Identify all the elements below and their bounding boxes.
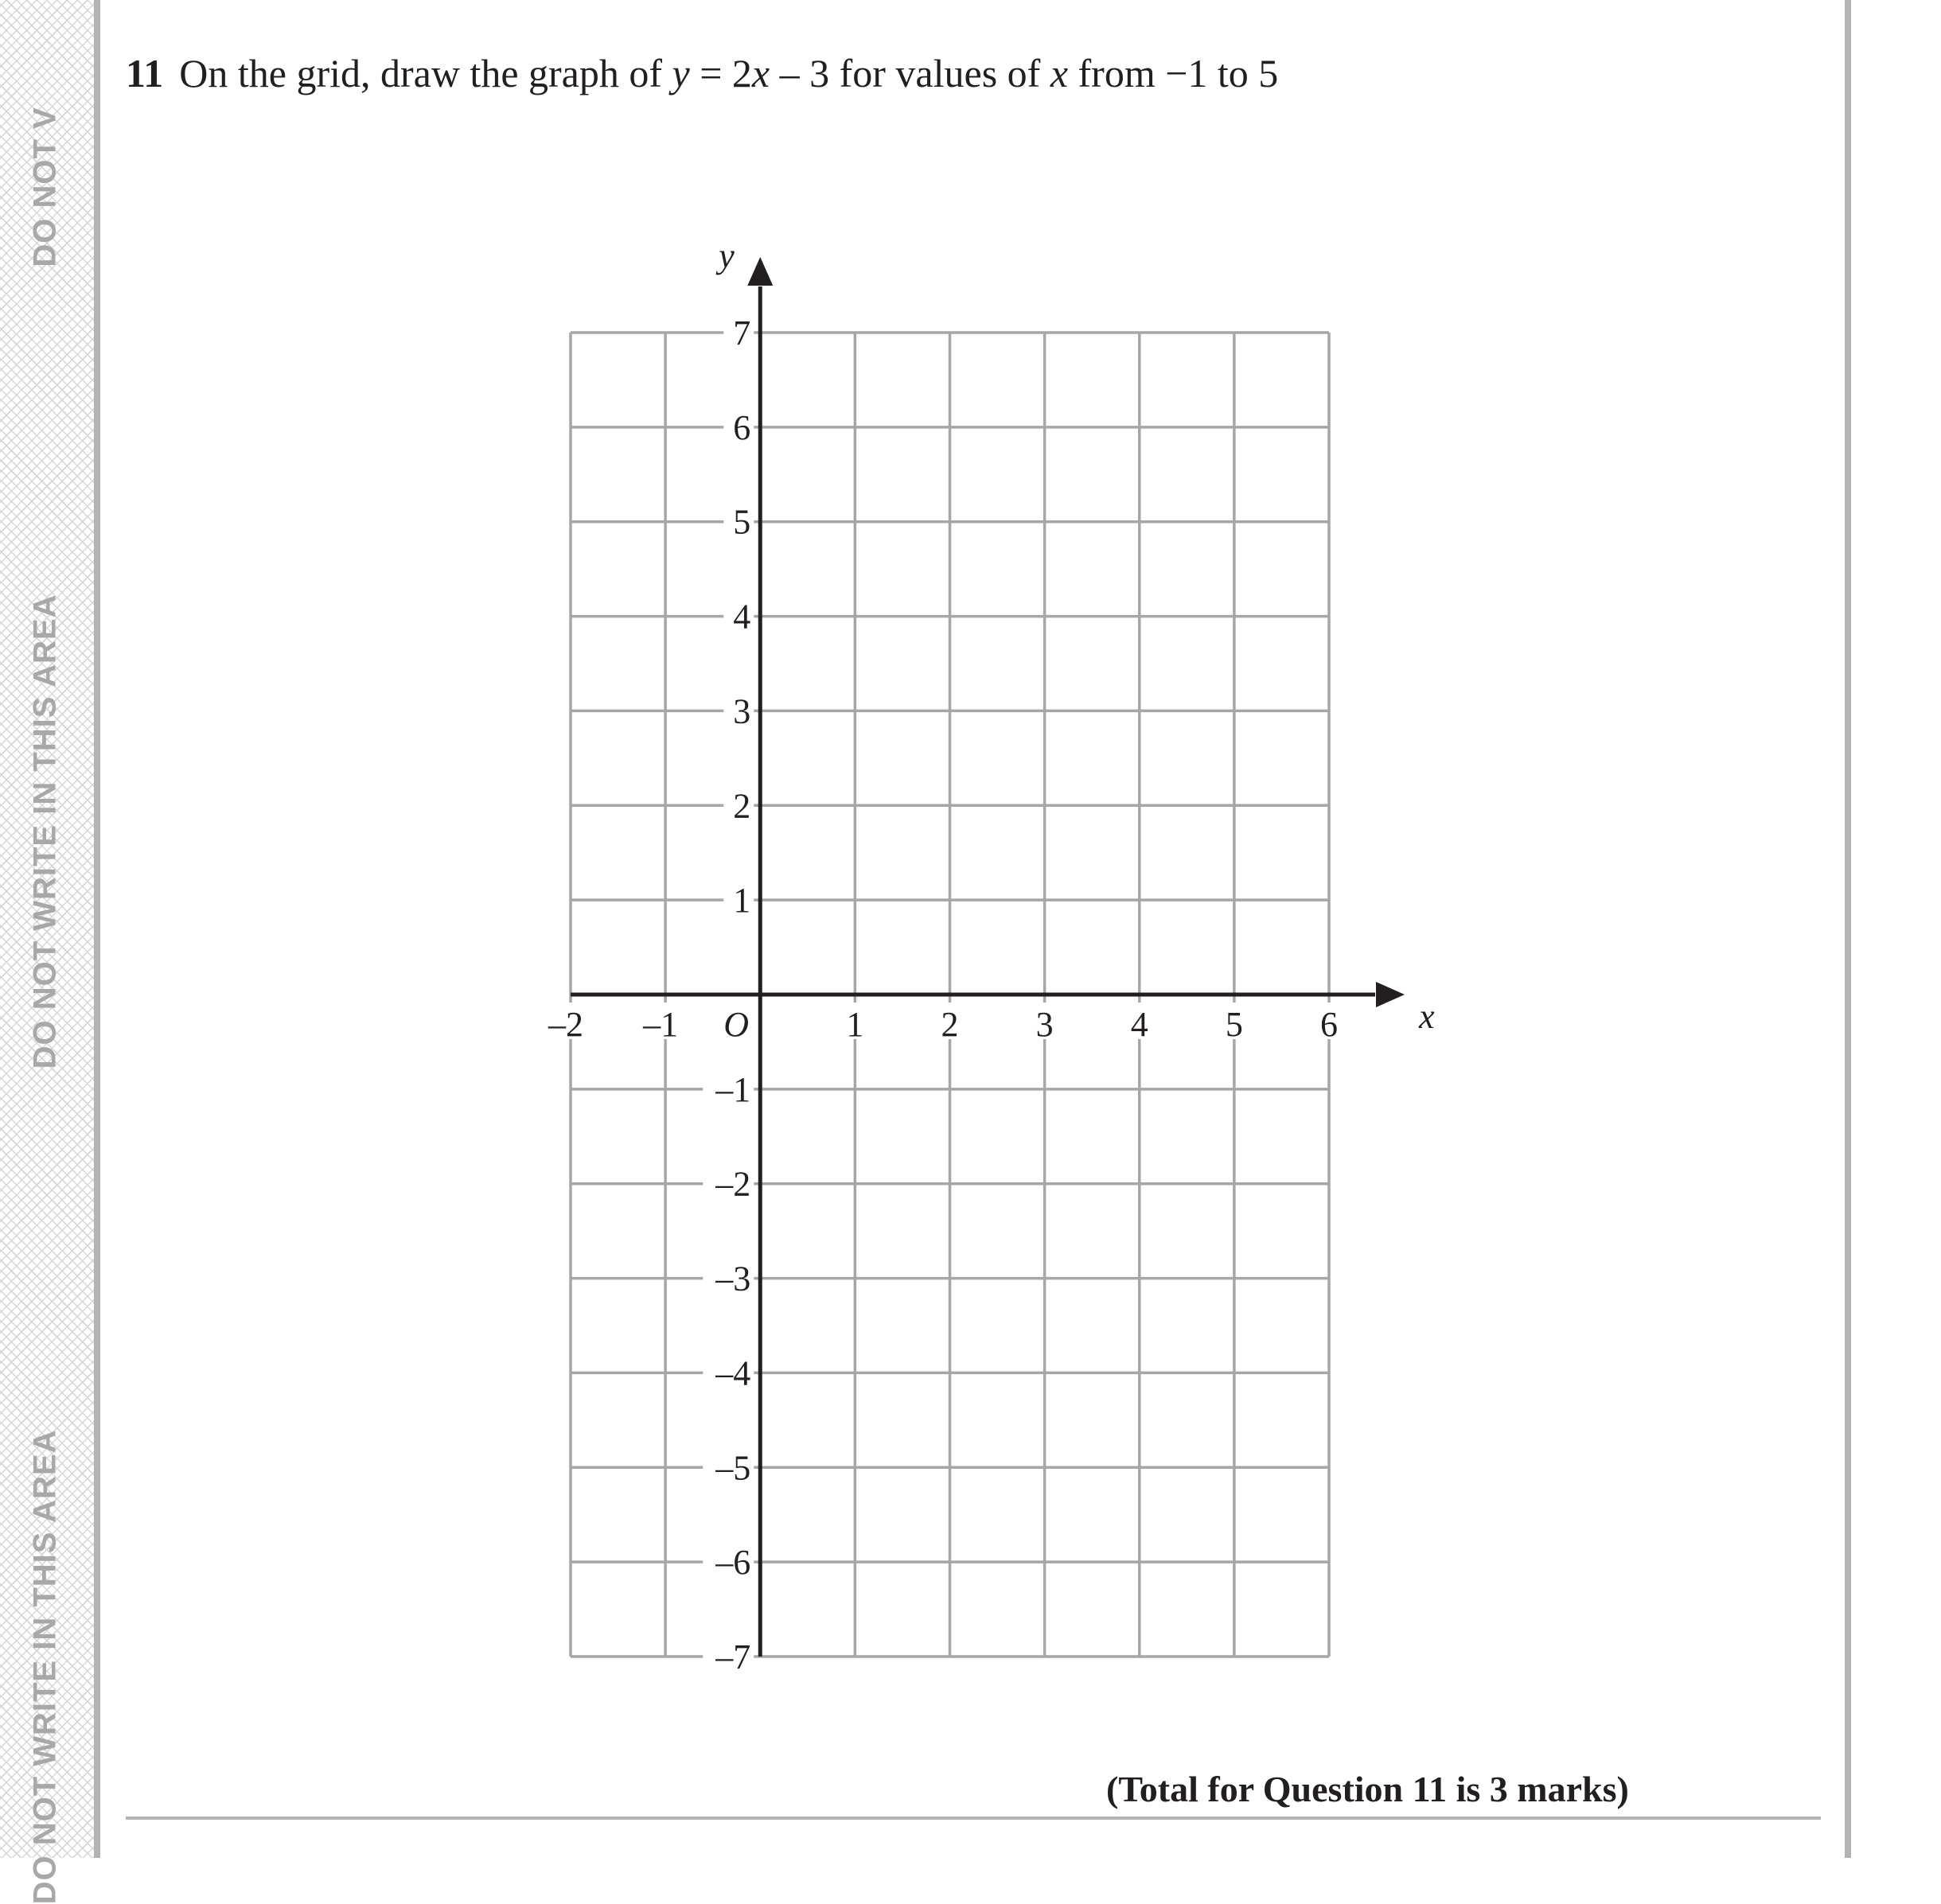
x-tick-label: 2 bbox=[941, 1005, 959, 1044]
y-tick-label: 2 bbox=[733, 786, 751, 826]
question-range: from −1 to 5 bbox=[1068, 51, 1279, 95]
x-tick-label: 5 bbox=[1225, 1005, 1243, 1044]
x-tick-label: 4 bbox=[1130, 1005, 1148, 1044]
question-middle: for values of bbox=[829, 51, 1050, 95]
x-axis-label: x bbox=[1419, 997, 1435, 1036]
x-tick-label: 6 bbox=[1320, 1005, 1338, 1044]
y-tick-label: 5 bbox=[733, 502, 751, 542]
margin-warning-middle: DO NOT WRITE IN THIS AREA bbox=[27, 594, 63, 1069]
bottom-rule bbox=[126, 1816, 1821, 1820]
y-tick-label: 4 bbox=[733, 597, 751, 637]
y-tick-label: –5 bbox=[715, 1448, 751, 1488]
x-tick-label: 3 bbox=[1035, 1005, 1054, 1044]
question-variable-x: x bbox=[1050, 51, 1069, 95]
y-axis-arrowhead bbox=[747, 257, 773, 286]
x-tick-label: –1 bbox=[643, 1005, 679, 1044]
question-intro: On the grid, draw the graph of bbox=[179, 51, 672, 95]
y-tick-label: –7 bbox=[715, 1637, 751, 1676]
y-tick-label: 1 bbox=[733, 881, 751, 921]
x-tick-label: 1 bbox=[846, 1005, 864, 1044]
origin-label: O bbox=[723, 1005, 750, 1044]
y-tick-label: –4 bbox=[715, 1353, 751, 1393]
equation-y: y bbox=[672, 51, 690, 95]
y-tick-label: 6 bbox=[733, 407, 751, 447]
equation-x: x bbox=[751, 51, 770, 95]
total-marks: (Total for Question 11 is 3 marks) bbox=[1106, 1769, 1629, 1809]
equation-equals: = 2 bbox=[689, 51, 752, 95]
y-tick-label: –3 bbox=[715, 1259, 751, 1299]
equation-rest: – 3 bbox=[770, 51, 830, 95]
question-number: 11 bbox=[126, 51, 164, 95]
y-axis-label: y bbox=[719, 236, 735, 275]
x-axis-arrowhead bbox=[1376, 982, 1405, 1007]
y-tick-label: 7 bbox=[733, 313, 751, 352]
margin-warning-bottom: DO NOT WRITE IN THIS AREA bbox=[27, 1429, 63, 1904]
margin-warning-top: DO NOT V bbox=[27, 107, 63, 267]
y-tick-label: –1 bbox=[715, 1069, 751, 1109]
x-tick-label: –2 bbox=[548, 1005, 583, 1044]
y-tick-label: –6 bbox=[715, 1543, 751, 1583]
y-tick-label: –2 bbox=[715, 1164, 751, 1204]
y-tick-label: 3 bbox=[733, 691, 751, 731]
